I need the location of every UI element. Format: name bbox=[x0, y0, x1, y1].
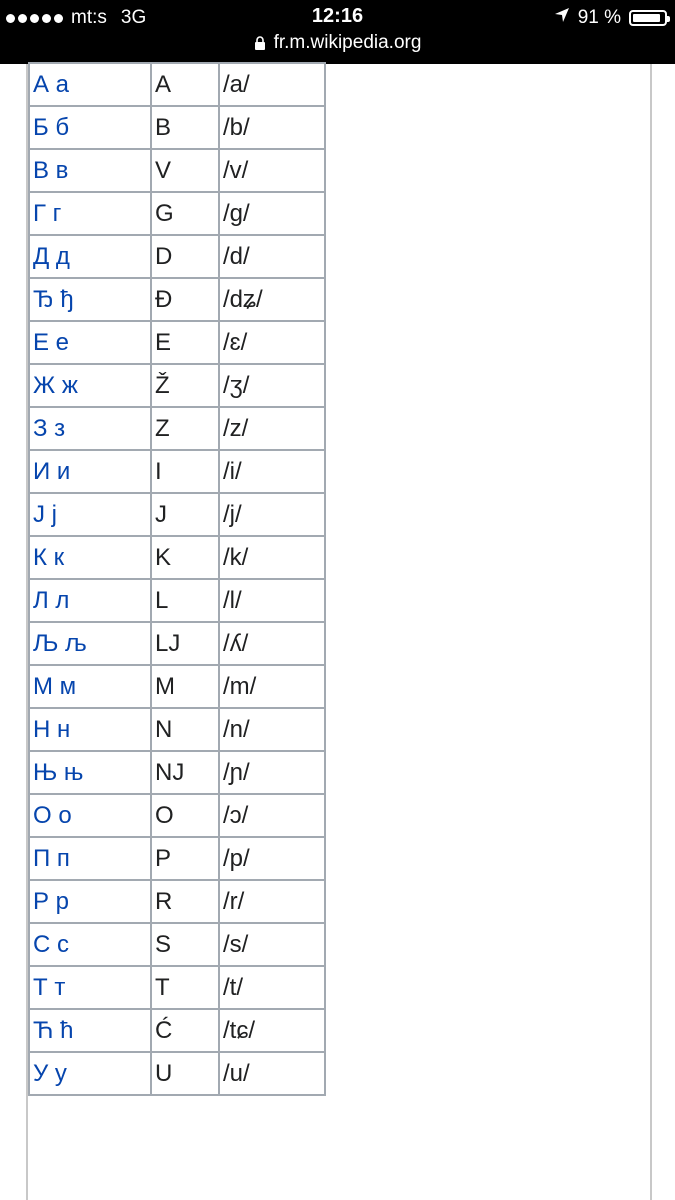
battery-percent: 91 % bbox=[577, 7, 621, 28]
table-row bbox=[29, 923, 325, 966]
ipa-cell: /b/ bbox=[219, 106, 325, 149]
ipa-cell: /ɔ/ bbox=[219, 794, 325, 837]
cyrillic-letter-link[interactable]: Л л bbox=[29, 579, 151, 622]
table-row bbox=[29, 450, 325, 493]
ipa-cell: /r/ bbox=[219, 880, 325, 923]
ipa-cell: /s/ bbox=[219, 923, 325, 966]
cyrillic-letter-link[interactable]: И и bbox=[29, 450, 151, 493]
latin-letter-cell: P bbox=[151, 837, 219, 880]
table-row bbox=[29, 794, 325, 837]
table-row bbox=[29, 364, 325, 407]
latin-letter-cell: Ć bbox=[151, 1009, 219, 1052]
page-content bbox=[0, 64, 675, 1200]
cyrillic-letter-link[interactable]: М м bbox=[29, 665, 151, 708]
table-row bbox=[29, 837, 325, 880]
latin-letter-cell: B bbox=[151, 106, 219, 149]
table-row bbox=[29, 579, 325, 622]
ipa-cell: /j/ bbox=[219, 493, 325, 536]
carrier-name: mt:s bbox=[71, 7, 107, 28]
alphabet-table bbox=[28, 62, 326, 1096]
cyrillic-letter-link[interactable]: Р р bbox=[29, 880, 151, 923]
url-bar[interactable] bbox=[0, 32, 675, 54]
table-row bbox=[29, 106, 325, 149]
ipa-cell: /ʒ/ bbox=[219, 364, 325, 407]
cyrillic-letter-link[interactable]: В в bbox=[29, 149, 151, 192]
cyrillic-letter-link[interactable]: Д д bbox=[29, 235, 151, 278]
latin-letter-cell: LJ bbox=[151, 622, 219, 665]
cyrillic-letter-link[interactable]: Т т bbox=[29, 966, 151, 1009]
cyrillic-letter-link[interactable]: З з bbox=[29, 407, 151, 450]
ipa-cell: /ɲ/ bbox=[219, 751, 325, 794]
ipa-cell: /tɕ/ bbox=[219, 1009, 325, 1052]
ipa-cell: /z/ bbox=[219, 407, 325, 450]
ipa-cell: /ɛ/ bbox=[219, 321, 325, 364]
table-row bbox=[29, 321, 325, 364]
cyrillic-letter-link[interactable]: О о bbox=[29, 794, 151, 837]
table-row bbox=[29, 1052, 325, 1095]
cyrillic-letter-link[interactable]: Ж ж bbox=[29, 364, 151, 407]
cyrillic-letter-link[interactable]: Н н bbox=[29, 708, 151, 751]
latin-letter-cell: J bbox=[151, 493, 219, 536]
cyrillic-letter-link[interactable]: Ћ ћ bbox=[29, 1009, 151, 1052]
cyrillic-letter-link[interactable]: У у bbox=[29, 1052, 151, 1095]
latin-letter-cell: NJ bbox=[151, 751, 219, 794]
network-type: 3G bbox=[120, 7, 147, 28]
cyrillic-letter-link[interactable]: К к bbox=[29, 536, 151, 579]
table-row bbox=[29, 63, 325, 106]
ipa-cell: /m/ bbox=[219, 665, 325, 708]
cyrillic-letter-link[interactable]: Љ љ bbox=[29, 622, 151, 665]
content-frame-right bbox=[650, 64, 652, 1200]
latin-letter-cell: U bbox=[151, 1052, 219, 1095]
table-row bbox=[29, 622, 325, 665]
table-row bbox=[29, 192, 325, 235]
ipa-cell: /ʎ/ bbox=[219, 622, 325, 665]
status-bar bbox=[0, 0, 675, 64]
latin-letter-cell: K bbox=[151, 536, 219, 579]
battery-icon bbox=[629, 10, 667, 26]
table-row bbox=[29, 966, 325, 1009]
table-row bbox=[29, 235, 325, 278]
cyrillic-letter-link[interactable]: А а bbox=[29, 63, 151, 106]
latin-letter-cell: M bbox=[151, 665, 219, 708]
latin-letter-cell: R bbox=[151, 880, 219, 923]
ipa-cell: /a/ bbox=[219, 63, 325, 106]
latin-letter-cell: Z bbox=[151, 407, 219, 450]
cyrillic-letter-link[interactable]: J j bbox=[29, 493, 151, 536]
latin-letter-cell: S bbox=[151, 923, 219, 966]
table-row bbox=[29, 1009, 325, 1052]
table-row bbox=[29, 708, 325, 751]
cyrillic-letter-link[interactable]: Г г bbox=[29, 192, 151, 235]
latin-letter-cell: T bbox=[151, 966, 219, 1009]
clock: 12:16 bbox=[311, 5, 364, 27]
url-text: fr.m.wikipedia.org bbox=[273, 32, 422, 53]
cyrillic-letter-link[interactable]: Ђ ђ bbox=[29, 278, 151, 321]
latin-letter-cell: G bbox=[151, 192, 219, 235]
location-arrow-icon bbox=[554, 7, 570, 29]
ipa-cell: /k/ bbox=[219, 536, 325, 579]
table-row bbox=[29, 149, 325, 192]
latin-letter-cell: L bbox=[151, 579, 219, 622]
cyrillic-letter-link[interactable]: Б б bbox=[29, 106, 151, 149]
latin-letter-cell: O bbox=[151, 794, 219, 837]
lock-icon bbox=[254, 36, 266, 51]
table-row bbox=[29, 278, 325, 321]
ipa-cell: /p/ bbox=[219, 837, 325, 880]
ipa-cell: /d/ bbox=[219, 235, 325, 278]
ipa-cell: /n/ bbox=[219, 708, 325, 751]
table-row bbox=[29, 493, 325, 536]
latin-letter-cell: N bbox=[151, 708, 219, 751]
cyrillic-letter-link[interactable]: Е е bbox=[29, 321, 151, 364]
cyrillic-letter-link[interactable]: П п bbox=[29, 837, 151, 880]
latin-letter-cell: A bbox=[151, 63, 219, 106]
latin-letter-cell: Ž bbox=[151, 364, 219, 407]
ipa-cell: /dʑ/ bbox=[219, 278, 325, 321]
ipa-cell: /t/ bbox=[219, 966, 325, 1009]
latin-letter-cell: E bbox=[151, 321, 219, 364]
latin-letter-cell: V bbox=[151, 149, 219, 192]
latin-letter-cell: I bbox=[151, 450, 219, 493]
table-row bbox=[29, 751, 325, 794]
table-row bbox=[29, 536, 325, 579]
ipa-cell: /u/ bbox=[219, 1052, 325, 1095]
ipa-cell: /l/ bbox=[219, 579, 325, 622]
table-row bbox=[29, 665, 325, 708]
cyrillic-letter-link[interactable]: С с bbox=[29, 923, 151, 966]
ipa-cell: /i/ bbox=[219, 450, 325, 493]
table-row bbox=[29, 407, 325, 450]
cyrillic-letter-link[interactable]: Њ њ bbox=[29, 751, 151, 794]
ipa-cell: /v/ bbox=[219, 149, 325, 192]
ipa-cell: /g/ bbox=[219, 192, 325, 235]
status-right bbox=[554, 6, 667, 30]
latin-letter-cell: Đ bbox=[151, 278, 219, 321]
latin-letter-cell: D bbox=[151, 235, 219, 278]
table-row bbox=[29, 880, 325, 923]
